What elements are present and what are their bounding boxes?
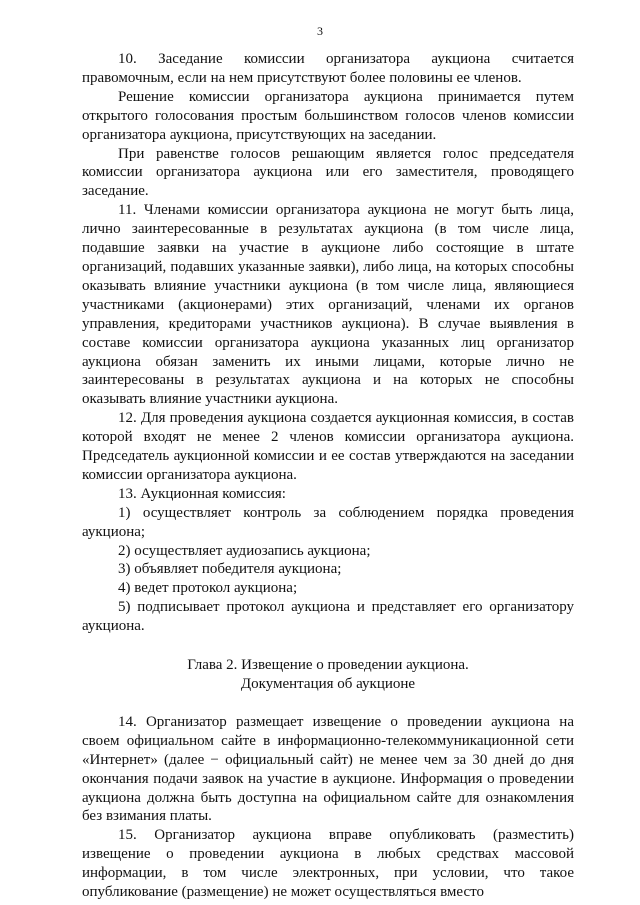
document-body — [82, 50, 574, 902]
list-item-1: 1) осуществляет контроль за соблюдением порядка проведения аукциона; — [82, 504, 574, 540]
list-item-5: 5) подписывает протокол аукциона и представляет его организатору аукциона. — [82, 599, 574, 635]
page-number: 3 — [317, 24, 323, 38]
paragraph-13: 13. Аукционная комиссия: — [118, 485, 286, 502]
paragraph-11: 11. Членами комиссии организатора аукциона не могут быть лица, лично заинтересованные в результатах аукциона (в том числе лица, подавшие заявки на участие в аукционе либо состоящие в штате организаций, подавших указанные заявки), либо лица, на которых способны оказывать влияние участники аукциона (в том числе лица, являющиеся участниками (акционерами) этих организаций, членами их органов управления, кредиторами участников аукциона). В случае выявления в составе комиссии организатора аукциона указанных лиц организатор аукциона обязан заменить их иными лицами, которые лично не заинтересованы в результатах аукциона и на которых не способны оказывать влияние участники аукциона. — [82, 202, 574, 408]
chapter-title-line-1: Глава 2. Извещение о проведении аукциона. — [187, 657, 469, 674]
paragraph-10: 10. Заседание комиссии организатора аукциона считается правомочным, если на нем присутствуют более половины ее членов. — [82, 51, 574, 86]
list-item-3: 3) объявляет победителя аукциона; — [118, 561, 342, 578]
paragraph-tie-vote: При равенстве голосов решающим является голос председателя комиссии организатора аукциона или его заместителя, проводящего заседание. — [82, 145, 574, 200]
chapter-title-line-2: Документация об аукционе — [240, 676, 416, 692]
chapter-heading — [82, 656, 574, 694]
paragraph-decision: Решение комиссии организатора аукциона принимается путем открытого голосования простым большинством голосов членов комиссии организатора аукциона, присутствующих на заседании. — [82, 88, 574, 143]
list-item-2: 2) осуществляет аудиозапись аукциона; — [118, 542, 371, 559]
paragraph-12: 12. Для проведения аукциона создается аукционная комиссия, в состав которой входят не менее 2 членов комиссии организатора аукциона. Председатель аукционной комиссии и ее состав утверждаются на заседании комиссии организатора аукциона. — [82, 410, 574, 483]
paragraph-14: 14. Организатор размещает извещение о проведении аукциона на своем официальном сайте в информационно-телекоммуникационной сети «Интернет» (далее − официальный сайт) не менее чем за 30 дней до дня окончания подачи заявок на участие в аукционе. Информация о проведении аукциона должна быть доступна на официальном сайте для ознакомления без взимания платы. — [82, 713, 574, 825]
paragraph-15: 15. Организатор аукциона вправе опубликовать (разместить) извещение о проведении аукциона в любых средствах массовой информации, в том числе электронных, при условии, что такое опубликование (размещение) не может осуществляться вместо — [82, 827, 574, 901]
list-item-4: 4) ведет протокол аукциона; — [118, 580, 298, 597]
